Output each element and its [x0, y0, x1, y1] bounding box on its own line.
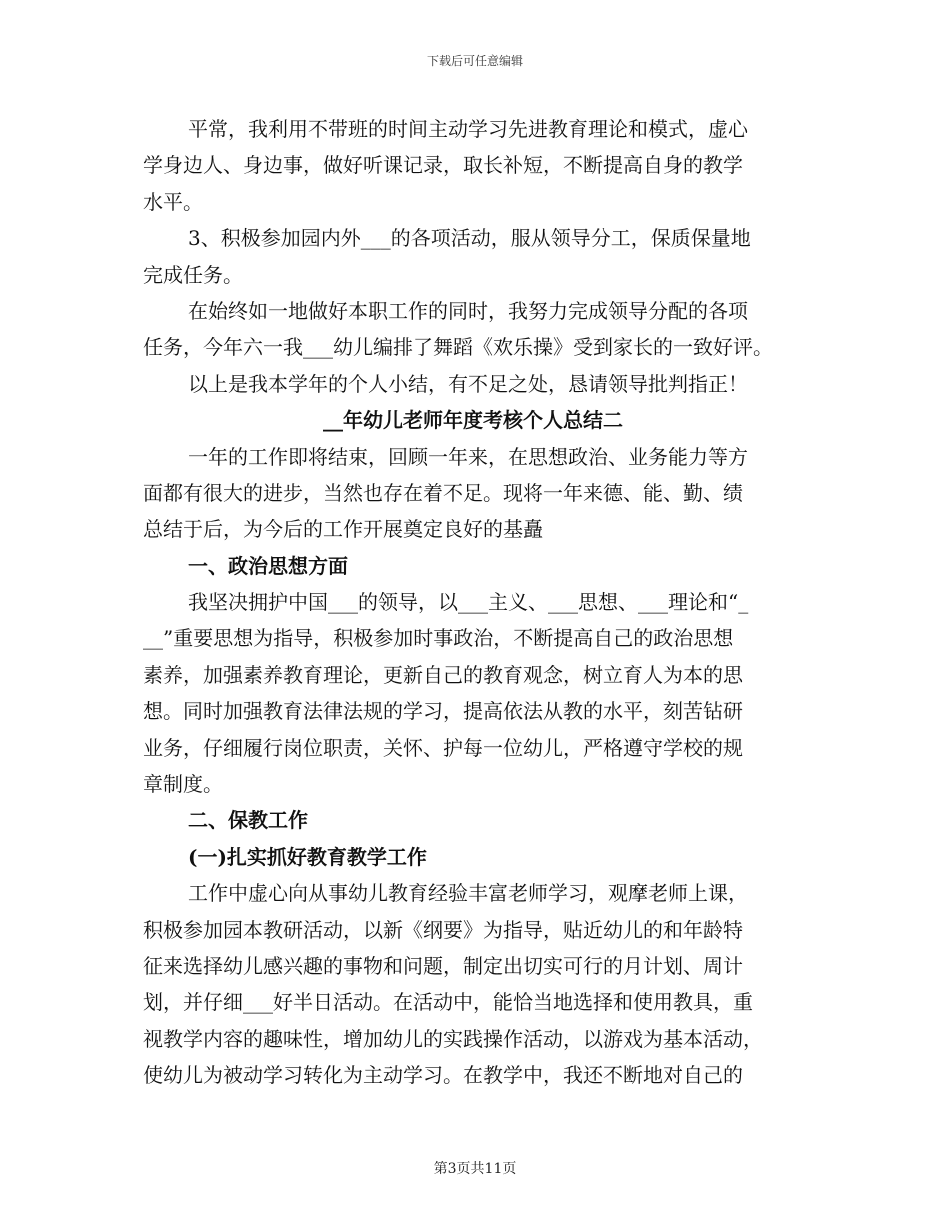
paragraph-line: 征来选择幼儿感兴趣的事物和问题，制定出切实可行的月计划、周计 [143, 953, 743, 978]
paragraph-line: 使幼儿为被动学习转化为主动学习。在教学中，我还不断地对自己的 [143, 1063, 743, 1088]
paragraph-line: 章制度。 [143, 772, 223, 797]
paragraph-line: 总结于后，为今后的工作开展奠定良好的基矗 [143, 517, 543, 542]
paragraph-line: (一)扎实抓好教育教学工作 [188, 844, 427, 869]
paragraph-line: 工作中虚心向从事幼儿教育经验丰富老师学习，观摩老师上课， [188, 881, 748, 906]
paragraph-line: 划，并仔细___好半日活动。在活动中，能恰当地选择和使用教具，重 [143, 990, 753, 1015]
paragraph-line: 我坚决拥护中国___的领导，以___主义、___思想、___理论和“_ [188, 590, 749, 615]
paragraph-line: 完成任务。 [143, 262, 243, 287]
paragraph-line: __”重要思想为指导，积极参加时事政治，不断提高自己的政治思想 [143, 626, 734, 651]
paragraph-line: 面都有很大的进步，当然也存在着不足。现将一年来德、能、勤、绩 [143, 480, 743, 505]
page-footer: 第3页共11页 [433, 1161, 517, 1177]
paragraph-line: 一、政治思想方面 [188, 553, 348, 578]
paragraph-line: 平常，我利用不带班的时间主动学习先进教育理论和模式，虚心 [188, 117, 748, 141]
paragraph-line: 3、积极参加园内外___的各项活动，服从领导分工，保质保量地 [188, 226, 751, 251]
paragraph-line: 任务，今年六一我___幼儿编排了舞蹈《欢乐操》受到家长的一致好评。 [143, 335, 773, 360]
paragraph-line: 素养，加强素养教育理论，更新自己的教育观念，树立育人为本的思 [143, 662, 743, 687]
paragraph-line: 二、保教工作 [188, 808, 308, 833]
page-header: 下载后可任意编辑 [426, 54, 523, 68]
paragraph-line: 想。同时加强教育法律法规的学习，提高依法从教的水平，刻苦钻研 [143, 699, 743, 724]
paragraph-line: 一年的工作即将结束，回顾一年来，在思想政治、业务能力等方 [188, 444, 748, 469]
paragraph-line: 积极参加园本教研活动，以新《纲要》为指导，贴近幼儿的和年龄特 [143, 917, 743, 942]
paragraph-line: 水平。 [143, 189, 203, 214]
paragraph-line: 业务，仔细履行岗位职责，关怀、护每一位幼儿，严格遵守学校的规 [143, 735, 743, 760]
document-body [143, 111, 803, 1094]
paragraph-line: 视教学内容的趣味性，增加幼儿的实践操作活动，以游戏为基本活动， [143, 1026, 763, 1051]
paragraph-line: 在始终如一地做好本职工作的同时，我努力完成领导分配的各项 [188, 298, 748, 323]
paragraph-line: 学身边人、身边事，做好听课记录，取长补短，不断提高自身的教学 [143, 153, 743, 178]
paragraph-line: 以上是我本学年的个人小结，有不足之处，恳请领导批判指正！ [188, 371, 748, 396]
paragraph-line: __年幼儿老师年度考核个人总结二 [323, 408, 623, 433]
